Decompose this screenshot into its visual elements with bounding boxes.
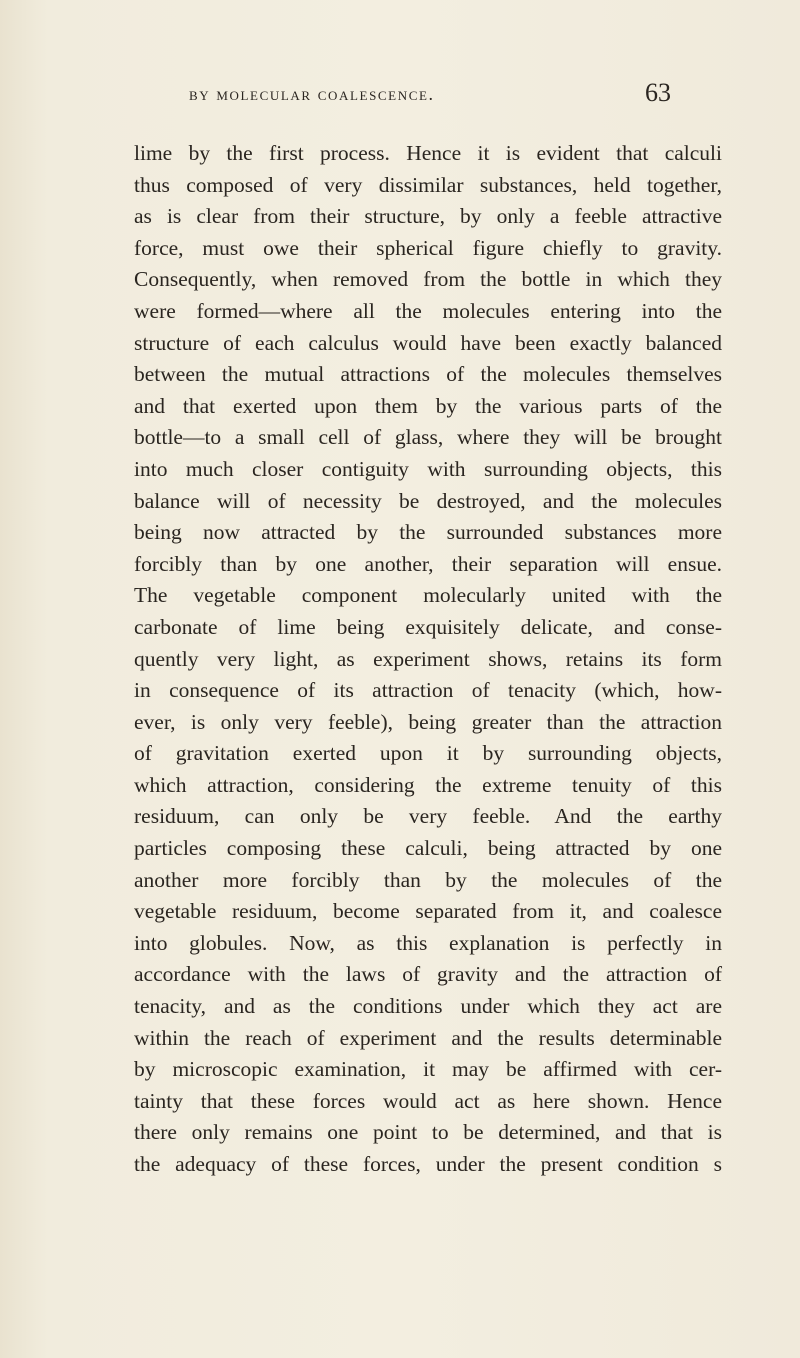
text-line: and that exerted upon them by the various parts of the [134,393,722,418]
text-line: being now attracted by the surrounded substances more [134,520,722,545]
text-line: balance will of necessity be destroyed, and the molecules [134,488,722,513]
text-line: lime by the first process. Hence it is evident that calculi [134,141,722,165]
text-line: bottle—to a small cell of glass, where they will be brought [134,425,722,450]
text-line: forcibly than by one another, their separation will ensue. [134,551,722,576]
page-number: 63 [645,78,671,107]
text-line: there only remains one point to be determined, and that is [134,1120,722,1145]
text-line: another more forcibly than by the molecules of the [134,867,722,892]
text-line: particles composing these calculi, being attracted by one [134,836,722,861]
running-title: by molecular coalescence. [189,84,435,104]
text-line: residuum, can only be very feeble. And the earthy [134,804,722,829]
text-line: accordance with the laws of gravity and the attraction of [134,962,722,987]
text-line: Consequently, when removed from the bottle in which they [134,267,722,292]
text-line: of gravitation exerted upon it by surrounding objects, [134,741,722,766]
text-line: vegetable residuum, become separated from it, and coalesce [134,899,722,924]
text-line: tenacity, and as the conditions under which they act are [134,994,722,1019]
running-head [0,78,800,114]
text-line: carbonate of lime being exquisitely delicate, and conse- [134,614,722,639]
text-line: were formed—where all the molecules entering into the [134,298,722,323]
text-line: by microscopic examination, it may be affirmed with cer- [134,1057,722,1082]
text-line: within the reach of experiment and the results determinable [134,1025,722,1050]
text-line: into much closer contiguity with surrounding objects, this [134,456,722,481]
text-line: force, must owe their spherical figure chiefly to gravity. [134,235,722,260]
text-line: in consequence of its attraction of tenacity (which, how- [134,678,722,703]
body-text [134,138,722,1181]
text-line: quently very light, as experiment shows, retains its form [134,646,722,671]
text-line: into globules. Now, as this explanation is perfectly in [134,930,722,955]
text-line: as is clear from their structure, by only a feeble attractive [134,204,722,229]
text-line: The vegetable component molecularly united with the [134,583,722,608]
text-line: tainty that these forces would act as here shown. Hence [134,1088,722,1113]
text-line: between the mutual attractions of the molecules themselves [134,362,722,387]
text-line: the adequacy of these forces, under the present condition s [134,1152,722,1176]
text-line: which attraction, considering the extreme tenuity of this [134,772,722,797]
text-line: ever, is only very feeble), being greater than the attraction [134,709,722,734]
text-line: structure of each calculus would have been exactly balanced [134,330,722,355]
text-line: thus composed of very dissimilar substances, held together, [134,172,722,197]
